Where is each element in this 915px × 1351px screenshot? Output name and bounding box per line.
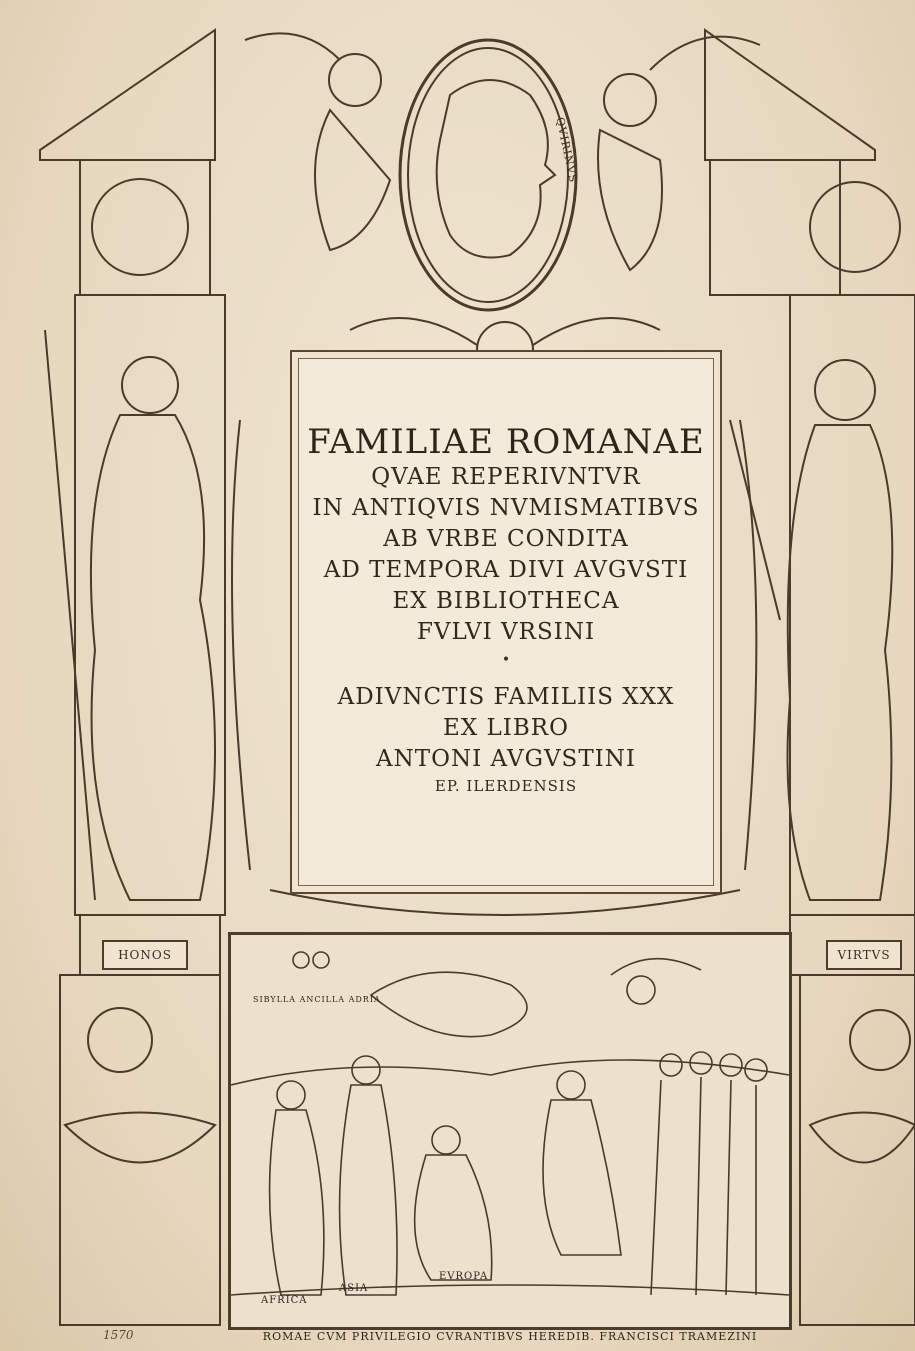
victory-wings xyxy=(611,959,701,975)
africa-head xyxy=(277,1081,305,1109)
handwritten-year: 1570 xyxy=(103,1328,134,1342)
roma-head xyxy=(557,1071,585,1099)
title-line: FVLVI VRSINI xyxy=(416,619,596,645)
title-line: IN ANTIQVIS NVMISMATIBVS xyxy=(312,495,700,521)
africa-label: AFRICA xyxy=(261,1295,308,1306)
additions-line: EX LIBRO xyxy=(443,715,569,741)
europa-head xyxy=(432,1126,460,1154)
victory-figure-head xyxy=(627,976,655,1004)
book-title: FAMILIAE ROMANAE xyxy=(307,422,705,462)
portrait-head xyxy=(437,80,555,258)
right-cherub-head xyxy=(604,74,656,126)
right-garland xyxy=(810,1113,915,1163)
left-herm-head xyxy=(88,1008,152,1072)
honos-plaque: HONOS xyxy=(102,940,188,970)
left-garland xyxy=(65,1113,215,1163)
right-figure-head xyxy=(815,360,875,420)
europa-label: EVROPA xyxy=(439,1271,489,1282)
soldiers-group xyxy=(651,1052,767,1295)
right-pedestal xyxy=(800,975,915,1325)
right-herm-head xyxy=(850,1010,910,1070)
separator-dot: • xyxy=(501,652,511,668)
imprint-line: ROMAE CVM PRIVILEGIO CVRANTIBVS HEREDIB. FRANCISCI TRAMEZINI xyxy=(262,1330,758,1343)
asia-label: ASIA xyxy=(339,1283,369,1294)
sibyl-figure-head xyxy=(293,952,309,968)
roma-figure xyxy=(543,1100,621,1255)
title-line: QVAE REPERIVNTVR xyxy=(371,464,641,490)
asia-figure xyxy=(340,1085,397,1295)
right-side-garland xyxy=(740,420,756,870)
left-pediment xyxy=(40,30,215,160)
additions-line: ADIVNCTIS FAMILIIS XXX xyxy=(337,684,675,710)
title-line: EX BIBLIOTHECA xyxy=(392,588,620,614)
left-figure-staff xyxy=(45,330,95,900)
right-column xyxy=(790,295,915,915)
left-cherub-head xyxy=(329,54,381,106)
bishop-line: EP. ILERDENSIS xyxy=(434,777,578,795)
left-column xyxy=(75,295,225,915)
left-roundel xyxy=(92,179,188,275)
right-figure-body xyxy=(788,425,893,900)
virtus-plaque: VIRTVS xyxy=(826,940,902,970)
title-line: AB VRBE CONDITA xyxy=(383,526,629,552)
ground-line xyxy=(231,1285,789,1295)
right-cherub-body xyxy=(598,130,662,270)
sibylla-label: SIBYLLA ANCILLA ADRIA xyxy=(253,995,381,1004)
africa-figure xyxy=(270,1110,324,1295)
left-pedestal xyxy=(60,975,220,1325)
title-cartouche xyxy=(290,350,722,894)
allegorical-scene xyxy=(228,932,792,1330)
right-upper-block xyxy=(710,160,840,295)
left-wing xyxy=(245,33,340,60)
left-cherub-body xyxy=(315,110,390,250)
left-side-garland xyxy=(232,420,250,870)
left-figure-head xyxy=(122,357,178,413)
cloud xyxy=(371,972,527,1037)
medallion-label: QVIRINVS xyxy=(553,116,580,185)
additions-line: ANTONI AVGVSTINI xyxy=(376,746,636,772)
asia-head xyxy=(352,1056,380,1084)
portrait-medallion-inner xyxy=(408,48,568,302)
left-figure-body xyxy=(91,415,215,900)
scene-engraving xyxy=(231,935,789,1327)
title-line: AD TEMPORA DIVI AVGVSTI xyxy=(323,557,689,583)
augustus-figure-head xyxy=(313,952,329,968)
right-roundel xyxy=(810,182,900,272)
europa-figure xyxy=(415,1155,492,1280)
right-pediment xyxy=(705,30,875,160)
